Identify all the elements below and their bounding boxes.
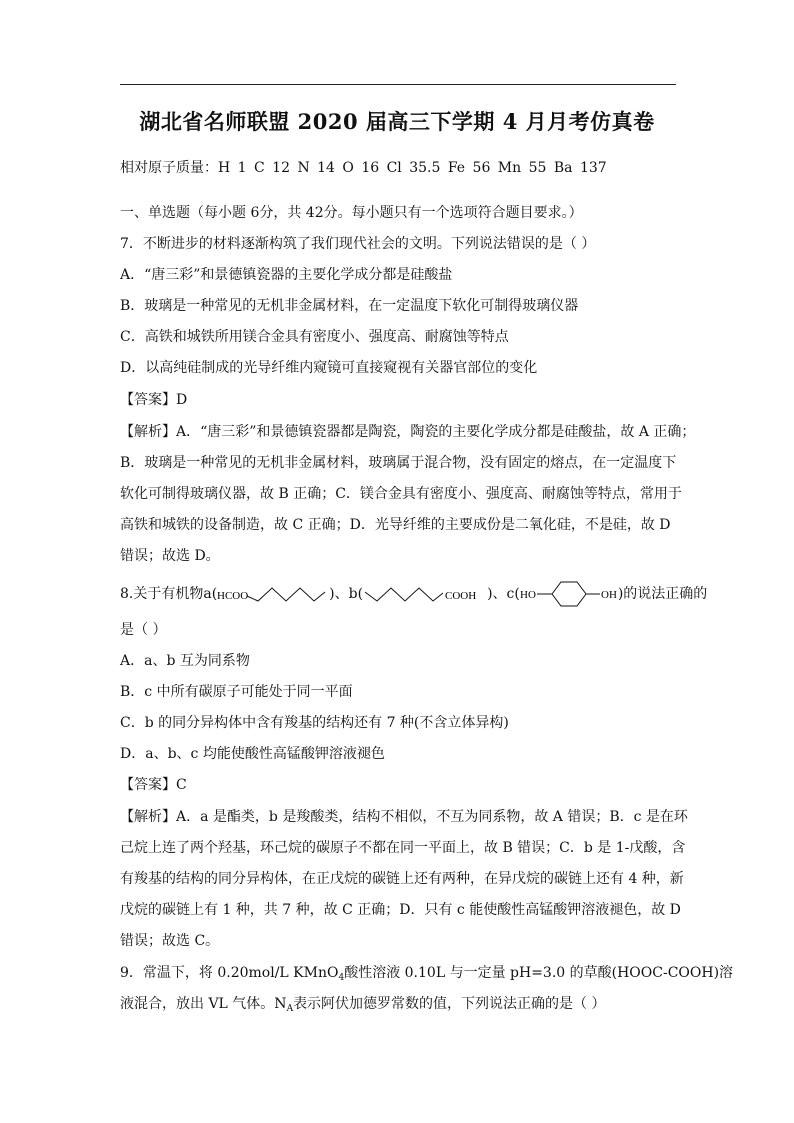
q9-subscript-4: 4	[338, 973, 345, 983]
q8-explanation-5: 错误；故选 C。	[120, 933, 220, 949]
molecule-a	[217, 582, 329, 606]
molecule-c-ring	[552, 582, 586, 606]
molecule-c-label-right: OH	[600, 589, 617, 601]
atomic-masses: 相对原子质量：H 1 C 12 N 14 O 16 Cl 35.5 Fe 56 Mn 55 Ba 137	[120, 160, 607, 176]
q8-option-c: C．b 的同分异构体中含有羧基的结构还有 7 种(不含立体异构)	[120, 715, 509, 731]
molecule-b	[363, 582, 487, 606]
molecule-c-structure	[520, 579, 618, 609]
molecule-c	[520, 579, 618, 609]
q7-stem: 7．不断进步的材料逐渐构筑了我们现代社会的文明。下列说法错误的是（ ）	[120, 236, 596, 252]
q9-line1-post: 酸性溶液 0.10L 与一定量 pH=3.0 的草酸(HOOC-COOH)溶	[344, 965, 734, 981]
q8-stem-post: )的说法正确的	[617, 586, 708, 602]
q8-stem	[120, 579, 707, 609]
molecule-a-structure	[217, 582, 329, 606]
q8-stem-pre: 8.关于有机物a(	[120, 586, 218, 602]
q9-subscript-a: A	[286, 1004, 294, 1014]
q9-stem-line2	[120, 995, 606, 1018]
q7-option-d: D．以高纯硅制成的光导纤维内窥镜可直接窥视有关器官部位的变化	[120, 360, 538, 376]
section-heading: 一、单选题（每小题 6分，共 42分。每小题只有一个选项符合题目要求。）	[120, 205, 583, 221]
q7-explanation-4: 高铁和城铁的设备制造，故 C 正确；D．光导纤维的主要成份是二氧化硅，不是硅，故 D	[120, 517, 671, 533]
q7-explanation-1: 【解析】A．“唐三彩”和景德镇瓷器都是陶瓷，陶瓷的主要化学成分都是硅酸盐，故 A 正确；	[120, 424, 696, 440]
q7-option-b: B．玻璃是一种常见的无机非金属材料，在一定温度下软化可制得玻璃仪器	[120, 298, 579, 314]
molecule-b-structure	[363, 582, 487, 606]
q8-option-d: D．a、b、c 均能使酸性高锰酸钾溶液褪色	[120, 746, 385, 762]
q7-option-c: C．高铁和城铁所用镁合金具有密度小、强度高、耐腐蚀等特点	[120, 329, 509, 345]
molecule-b-chain	[365, 588, 443, 601]
q9-line1-pre: 9．常温下，将 0.20mol/L KMnO	[120, 965, 339, 981]
q8-option-b: B．c 中所有碳原子可能处于同一平面	[120, 684, 353, 700]
q8-answer: 【答案】C	[120, 777, 187, 793]
q9-line2-post: 表示阿伏加德罗常数的值，下列说法正确的是（ ）	[293, 996, 606, 1012]
q9-line2-pre: 液混合，放出 VL 气体。N	[120, 996, 287, 1012]
q7-option-a: A．“唐三彩”和景德镇瓷器的主要化学成分都是硅酸盐	[120, 267, 453, 283]
q7-answer: 【答案】D	[120, 392, 188, 408]
molecule-b-label: COOH	[445, 590, 477, 602]
molecule-c-label-left: HO	[519, 589, 536, 601]
q8-explanation-3: 有羧基的结构的同分异构体，在正戊烷的碳链上还有两种，在异戊烷的碳链上还有 4 种，新	[120, 871, 684, 887]
header-rule	[120, 84, 676, 85]
q8-stem-mid2: )、c(	[487, 586, 520, 602]
q8-stem-line2: 是（ ）	[120, 622, 167, 638]
q7-explanation-2: B．玻璃是一种常见的无机非金属材料，玻璃属于混合物，没有固定的熔点，在一定温度下	[120, 455, 677, 471]
q7-explanation-3: 软化可制得玻璃仪器，故 B 正确；C．镁合金具有密度小、强度高、耐腐蚀等特点，常用于	[120, 486, 682, 502]
q9-stem-line1	[120, 964, 733, 987]
q8-explanation-4: 戊烷的碳链上有 1 种，共 7 种，故 C 正确；D．只有 c 能使酸性高锰酸钾溶液褪色，故 D	[120, 902, 681, 918]
q8-explanation-2: 己烷上连了两个羟基，环己烷的碳原子不都在同一平面上，故 B 错误；C．b 是 1-戊酸，含	[120, 840, 686, 856]
q8-option-a: A．a、b 互为同系物	[120, 653, 250, 669]
q7-explanation-5: 错误；故选 D。	[120, 548, 220, 564]
molecule-a-label: HCOO	[217, 590, 249, 602]
molecule-a-chain	[247, 588, 325, 601]
q8-explanation-1: 【解析】A．a 是酯类，b 是羧酸类，结构不相似，不互为同系物，故 A 错误；B．c 是在环	[120, 809, 688, 825]
q8-stem-mid1: )、b(	[329, 586, 364, 602]
page-title: 湖北省名师联盟 2020 届高三下学期 4 月月考仿真卷	[139, 109, 655, 134]
